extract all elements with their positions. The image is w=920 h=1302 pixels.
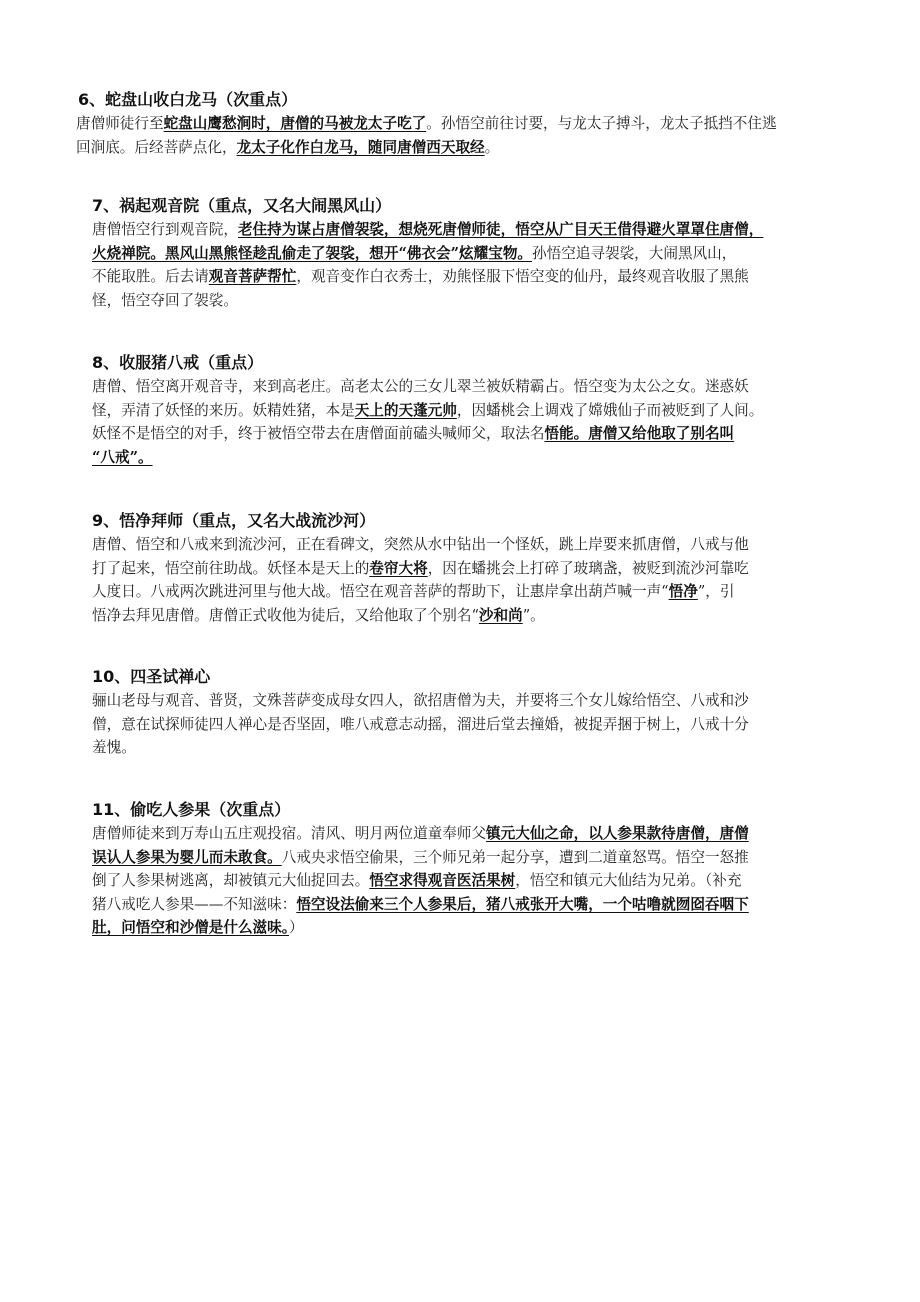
body-text: 猪八戒吃人参果——不知滋味： bbox=[92, 895, 297, 913]
key-point-text: 天上的天蓬元帅 bbox=[354, 401, 457, 419]
body-text: 。孙悟空前往讨要，与龙太子搏斗，龙太子抵挡不住逃 bbox=[426, 115, 777, 132]
key-point-text: 火烧禅院。黑风山黑熊怪趁乱偷走了袈裟，想开“佛衣会”炫耀宝物。 bbox=[92, 244, 533, 262]
paragraph-line bbox=[92, 916, 832, 940]
paragraph-line bbox=[92, 604, 832, 628]
section-paragraph bbox=[92, 218, 832, 312]
paragraph-line bbox=[92, 242, 832, 266]
paragraph-line bbox=[76, 112, 866, 136]
key-point-text: 悟空设法偷来三个人参果后，猪八戒张开大嘴，一个咕噜就囫囵吞咽下 bbox=[296, 895, 749, 913]
section-paragraph bbox=[76, 112, 866, 159]
paragraph-line bbox=[92, 399, 832, 423]
body-text: 僧，意在试探师徒四人禅心是否坚固，唯八戒意志动摇，溜进后堂去撞婚，被捉弄捆于树上，八戒十分 bbox=[92, 715, 749, 733]
section-heading: 11、偷吃人参果（次重点） bbox=[92, 800, 291, 819]
body-text: 打了起来，悟空前往助战。妖怪本是天上的 bbox=[92, 559, 370, 577]
paragraph-line bbox=[92, 846, 832, 870]
paragraph-line bbox=[92, 869, 832, 893]
paragraph-line bbox=[92, 265, 832, 289]
paragraph-line bbox=[92, 375, 832, 399]
paragraph-line bbox=[92, 580, 832, 604]
body-text: ，因在蟠挑会上打碎了玻璃盏，被贬到流沙河靠吃 bbox=[427, 559, 749, 577]
body-text: 不能取胜。后去请 bbox=[92, 268, 209, 285]
body-text: 唐僧师徒行至 bbox=[76, 115, 164, 132]
body-text: 唐僧、悟空离开观音寺，来到高老庄。高老太公的三女儿翠兰被妖精霸占。悟空变为太公之女。迷惑妖 bbox=[92, 378, 749, 395]
key-point-text: 卷帘大将 bbox=[369, 559, 428, 577]
section-10 bbox=[92, 666, 832, 760]
key-point-text: 误认人参果为婴儿而未敢食。 bbox=[92, 848, 282, 866]
key-point-text: 蛇盘山鹰愁涧时，唐僧的马被龙太子吃了 bbox=[163, 115, 427, 132]
paragraph-line bbox=[92, 557, 832, 581]
key-point-text: “八戒”。 bbox=[92, 448, 153, 466]
section-heading: 7、祸起观音院（重点，又名大闹黑风山） bbox=[92, 196, 392, 215]
paragraph-line bbox=[92, 218, 832, 242]
body-text: ，因蟠桃会上调戏了嫦娥仙子而被贬到了人间。 bbox=[456, 401, 764, 419]
paragraph-line bbox=[76, 136, 866, 160]
section-8 bbox=[92, 352, 832, 469]
body-text: 怪，悟空夺回了袈裟。 bbox=[92, 291, 238, 309]
body-text: 回涧底。后经菩萨点化， bbox=[76, 138, 237, 156]
body-text: 倒了人参果树逃离，却被镇元大仙捉回去。 bbox=[92, 872, 370, 889]
body-text: ，观音变作白衣秀士，劝熊怪服下悟空变的仙丹，最终观音收服了黑熊 bbox=[296, 268, 749, 285]
section-11 bbox=[92, 799, 832, 940]
body-text: 唐僧悟空行到观音院， bbox=[92, 221, 238, 238]
body-text: ”。 bbox=[522, 606, 545, 624]
paragraph-line bbox=[92, 822, 832, 846]
section-heading: 8、收服猪八戒（重点） bbox=[92, 353, 264, 372]
paragraph-line bbox=[92, 422, 832, 446]
body-text: 怪，弄清了妖怪的来历。妖精姓猪，本是 bbox=[92, 401, 355, 419]
body-text: 骊山老母与观音、普贤，文殊菩萨变成母女四人，欲招唐僧为夫，并要将三个女儿嫁给悟空、八戒和沙 bbox=[92, 692, 749, 709]
key-point-text: 沙和尚 bbox=[478, 606, 523, 624]
section-paragraph bbox=[92, 822, 832, 940]
key-point-text: 悟能。唐僧又给他取了别名叫 bbox=[544, 425, 735, 442]
section-heading: 9、悟净拜师（重点，又名大战流沙河） bbox=[92, 511, 376, 530]
section-6 bbox=[76, 89, 866, 159]
paragraph-line bbox=[92, 736, 832, 760]
paragraph-line bbox=[92, 289, 832, 313]
body-text: 妖怪不是悟空的对手，终于被悟空带去在唐僧面前磕头喊师父，取法名 bbox=[92, 425, 545, 442]
section-heading: 10、四圣试禅心 bbox=[92, 667, 211, 686]
body-text: ） bbox=[289, 919, 304, 936]
paragraph-line bbox=[92, 533, 832, 557]
paragraph-line bbox=[92, 713, 832, 737]
body-text: 八戒央求悟空偷果，三个师兄弟一起分享，遭到二道童怒骂。悟空一怒推 bbox=[281, 848, 749, 866]
section-heading: 6、蛇盘山收白龙马（次重点） bbox=[78, 90, 298, 109]
key-point-text: 悟净 bbox=[668, 583, 698, 600]
body-text: 唐僧、悟空和八戒来到流沙河，正在看碑文，突然从水中钻出一个怪妖，跳上岸要来抓唐僧，八戒与他 bbox=[92, 536, 749, 553]
key-point-text: 龙太子化作白龙马，随同唐僧西天取经 bbox=[236, 138, 485, 156]
body-text: ”，引 bbox=[697, 583, 735, 600]
section-paragraph bbox=[92, 533, 832, 627]
body-text: 悟净去拜见唐僧。唐僧正式收他为徒后，又给他取了个别名“ bbox=[92, 606, 479, 624]
body-text: 。 bbox=[484, 138, 500, 156]
key-point-text: 悟空求得观音医活果树 bbox=[369, 872, 516, 889]
key-point-text: 老住持为谋占唐僧袈裟，想烧死唐僧师徒，悟空从广目天王借得避火罩罩住唐僧， bbox=[237, 221, 764, 238]
body-text: 人度日。八戒两次跳进河里与他大战。悟空在观音菩萨的帮助下，让惠岸拿出葫芦喊一声“ bbox=[92, 583, 669, 600]
body-text: 唐僧师徒来到万寿山五庄观投宿。清风、明月两位道童奉师父 bbox=[92, 825, 487, 842]
key-point-text: 镇元大仙之命，以人参果款待唐僧，唐僧 bbox=[486, 825, 749, 842]
section-paragraph bbox=[92, 689, 832, 760]
paragraph-line bbox=[92, 446, 832, 470]
section-9 bbox=[92, 510, 832, 627]
section-7 bbox=[92, 195, 832, 312]
key-point-text: 肚，问悟空和沙僧是什么滋味。 bbox=[92, 919, 290, 936]
paragraph-line bbox=[92, 893, 832, 917]
body-text: 羞愧。 bbox=[92, 739, 136, 756]
paragraph-line bbox=[92, 689, 832, 713]
body-text: 孙悟空追寻袈裟，大闹黑风山， bbox=[532, 244, 737, 262]
section-paragraph bbox=[92, 375, 832, 469]
body-text: ，悟空和镇元大仙结为兄弟。（补充 bbox=[515, 872, 742, 889]
key-point-text: 观音菩萨帮忙 bbox=[208, 268, 297, 285]
